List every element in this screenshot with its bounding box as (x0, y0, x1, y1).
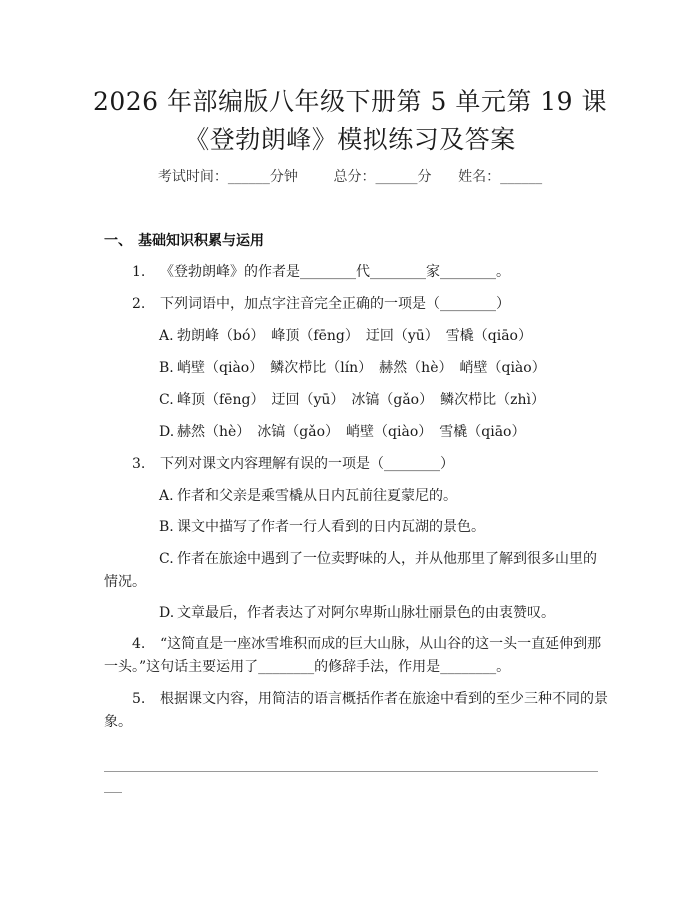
score-unit: 分 (417, 169, 432, 185)
name-blank: ______ (500, 169, 543, 185)
option-text: 峰顶（fēng） 迂回（yū） 冰镐（gǎo） 鳞次栉比（zhì） (177, 392, 545, 408)
question-4-continuation: 一头。”这句话主要运用了________的修辞手法，作用是________。 (104, 659, 511, 675)
question-3-option-c (159, 548, 597, 568)
question-text: 下列对课文内容理解有误的一项是（________） (160, 456, 454, 472)
option-label: D. (159, 424, 175, 440)
question-4 (132, 633, 601, 653)
question-2 (132, 293, 510, 313)
question-5-continuation: 象。 (104, 714, 132, 730)
answer-line-continuation (104, 792, 122, 793)
section-number: 一、 (104, 233, 132, 249)
answer-line (104, 771, 598, 772)
time-unit: 分钟 (269, 169, 298, 185)
question-3 (132, 453, 454, 473)
question-3-option-b (159, 516, 485, 536)
question-number: 2. (132, 296, 146, 312)
question-text: 下列词语中，加点字注音完全正确的一项是（________） (160, 296, 510, 312)
time-label: 考试时间： (157, 169, 228, 185)
question-text: 根据课文内容，用简洁的语言概括作者在旅途中看到的至少三种不同的景 (160, 691, 608, 707)
score-blank: ______ (375, 169, 418, 185)
question-text: 《登勃朗峰》的作者是________代________家________。 (160, 264, 510, 280)
option-label: D. (159, 605, 175, 621)
option-label: B. (159, 519, 174, 535)
question-2-option-c (159, 389, 545, 409)
question-number: 3. (132, 456, 146, 472)
option-text: 赫然（hè） 冰镐（gǎo） 峭壁（qiào） 雪橇（qiāo） (177, 424, 526, 440)
option-text: 作者和父亲是乘雪橇从日内瓦前往夏蒙尼的。 (177, 488, 457, 504)
question-3-option-a (159, 485, 457, 505)
option-label: C. (159, 551, 174, 567)
page-title-line-1: 2026 年部编版八年级下册第 5 单元第 19 课 (92, 87, 608, 116)
page-title-line-2: 《登勃朗峰》模拟练习及答案 (184, 125, 516, 154)
option-text: 课文中描写了作者一行人看到的日内瓦湖的景色。 (177, 519, 485, 535)
section-title: 基础知识积累与运用 (138, 233, 264, 249)
question-number: 4. (132, 636, 146, 652)
option-text: 文章最后，作者表达了对阿尔卑斯山脉壮丽景色的由衷赞叹。 (177, 605, 555, 621)
question-3-option-d (159, 602, 555, 622)
option-text: 勃朗峰（bó） 峰顶（fēng） 迂回（yū） 雪橇（qiāo） (177, 328, 532, 344)
question-5 (132, 688, 608, 708)
option-label: A. (159, 328, 174, 344)
question-2-option-d (159, 421, 525, 441)
section-heading (104, 230, 264, 250)
question-number: 5. (132, 691, 146, 707)
question-1 (132, 261, 510, 281)
question-text: “这简直是一座冰雪堆积而成的巨大山脉，从山谷的这一头一直延伸到那 (160, 636, 602, 652)
option-text: 作者在旅途中遇到了一位卖野味的人，并从他那里了解到很多山里的 (177, 551, 597, 567)
name-label: 姓名： (458, 169, 501, 185)
question-2-option-b (159, 357, 546, 377)
question-number: 1. (132, 264, 146, 280)
score-label: 总分： (333, 169, 376, 185)
option-label: B. (159, 360, 174, 376)
option-label: A. (159, 488, 174, 504)
exam-meta (0, 166, 700, 186)
option-text: 峭壁（qiào） 鳞次栉比（lín） 赫然（hè） 峭壁（qiào） (177, 360, 546, 376)
time-blank: ______ (227, 169, 270, 185)
option-label: C. (159, 392, 174, 408)
question-2-option-a (159, 325, 532, 345)
question-3-option-c-continuation: 情况。 (104, 574, 146, 590)
